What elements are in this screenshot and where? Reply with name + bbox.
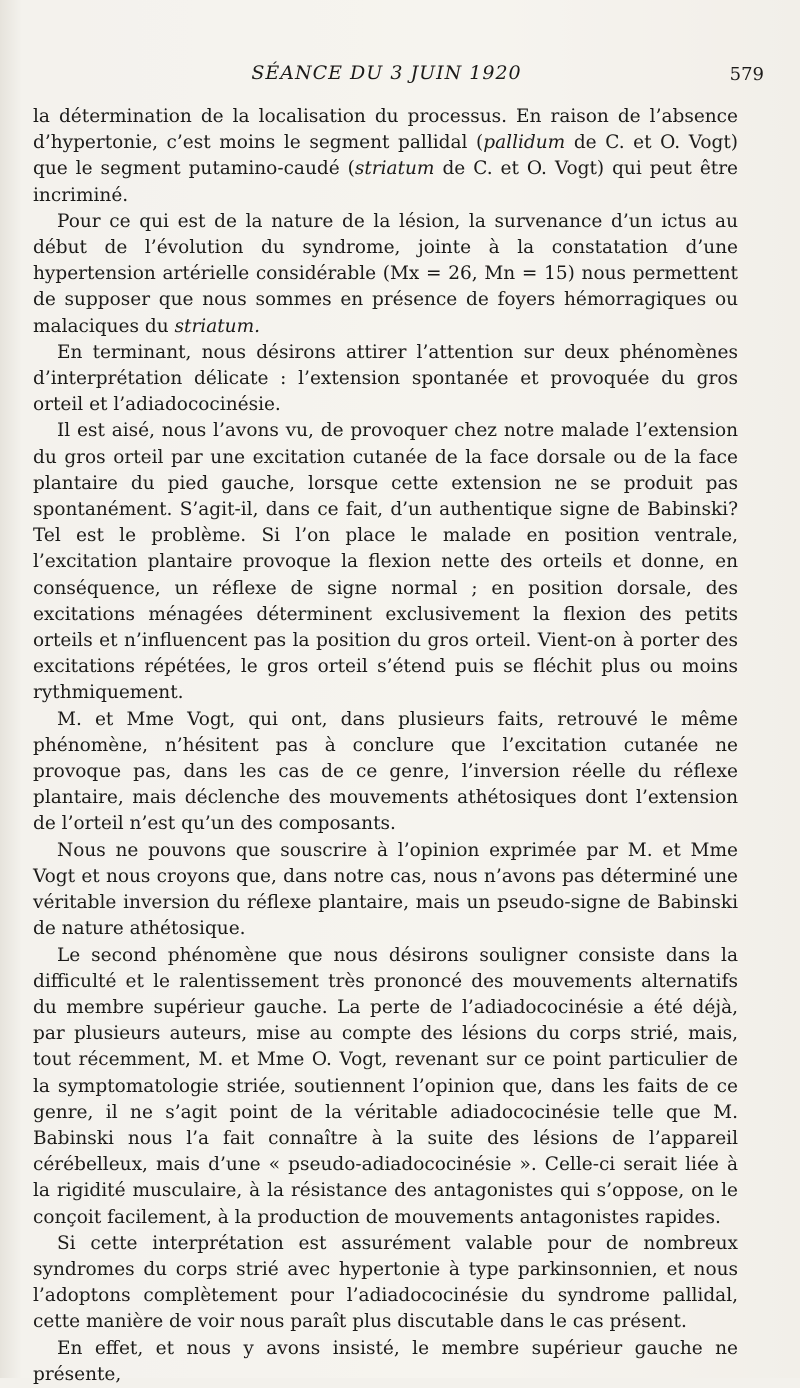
paragraph: la détermination de la localisation du processus. En raison de l’absence d’hypertonie, c’est moins le segment pallidal (pallidum de C. et O. Vogt) que le segment putamino-caudé (striatum de C. et O. Vogt) qui peut être incriminé. [33, 106, 739, 206]
paragraph: En effet, et nous y avons insisté, le membre supérieur gauche ne présente, [33, 1337, 738, 1385]
page-header [33, 62, 764, 92]
paragraph: Pour ce qui est de la nature de la lésion, la survenance d’un ictus au début de l’évolution du syndrome, jointe à la constatation d’une hypertension artérielle considérable (Mx = 26, Mn = 15) nous permettent de supposer que nous sommes en présence de foyers hémorragiques ou malaciques du striatum. [33, 210, 738, 337]
paragraph: Il est aisé, nous l’avons vu, de provoquer chez notre malade l’extension du gros orteil par une excitation cutanée de la face dorsale ou de la face plantaire du pied gauche, lorsque cette extension ne se produit pas spontanément. S’agit-il, dans ce fait, d’un authentique signe de Babinski? Tel est le problème. Si l’on place le malade en position ventrale, l’excitation plantaire provoque la flexion nette des orteils et donne, en conséquence, un réflexe de signe normal ; en position dorsale, des excitations ménagées déterminent exclusivement la flexion des petits orteils et n’influencent pas la position du gros orteil. Vient-on à porter des excitations répétées, le gros orteil s’étend puis se fléchit plus ou moins rythmiquement. [33, 420, 738, 704]
page-number: 579 [729, 64, 764, 85]
paragraph: Le second phénomène que nous désirons souligner consiste dans la difficulté et le ralentissement très prononcé des mouvements alternatifs du membre supérieur gauche. La perte de l’adiadococinésie a été déjà, par plusieurs auteurs, mise au compte des lésions du corps strié, mais, tout récemment, M. et Mme O. Vogt, revenant sur ce point particulier de la symptomatologie striée, soutiennent l’opinion que, dans les faits de ce genre, il ne s’agit point de la véritable adiadococinésie telle que M. Babinski nous l’a fait connaître à la suite des lésions de l’appareil cérébelleux, mais d’une « pseudo-adiadococinésie ». Celle-ci serait liée à la rigidité musculaire, à la résistance des antagonistes qui s’oppose, on le conçoit facilement, à la production de mouvements antagonistes rapides. [33, 944, 738, 1228]
body-text [33, 104, 738, 1388]
running-title: SÉANCE DU 3 JUIN 1920 [251, 62, 522, 84]
paragraph: En terminant, nous désirons attirer l’attention sur deux phénomènes d’interprétation délicate : l’extension spontanée et provoquée du gros orteil et l’adiadococinésie. [33, 341, 738, 416]
paragraph: M. et Mme Vogt, qui ont, dans plusieurs faits, retrouvé le même phénomène, n’hésitent pas à conclure que l’excitation cutanée ne provoque pas, dans les cas de ce genre, l’inversion réelle du réflexe plantaire, mais déclenche des mouvements athétosiques dont l’extension de l’orteil n’est qu’un des composants. [33, 708, 738, 835]
paragraph: Nous ne pouvons que souscrire à l’opinion exprimée par M. et Mme Vogt et nous croyons que, dans notre cas, nous n’avons pas déterminé une véritable inversion du réflexe plantaire, mais un pseudo-signe de Babinski de nature athétosique. [33, 839, 738, 940]
paragraph: Si cette interprétation est assurément valable pour de nombreux syndromes du corps strié avec hypertonie à type parkinsonnien, et nous l’adoptons complètement pour l’adiadococinésie du syndrome pallidal, cette manière de voir nous paraît plus discutable dans le cas présent. [33, 1232, 738, 1333]
